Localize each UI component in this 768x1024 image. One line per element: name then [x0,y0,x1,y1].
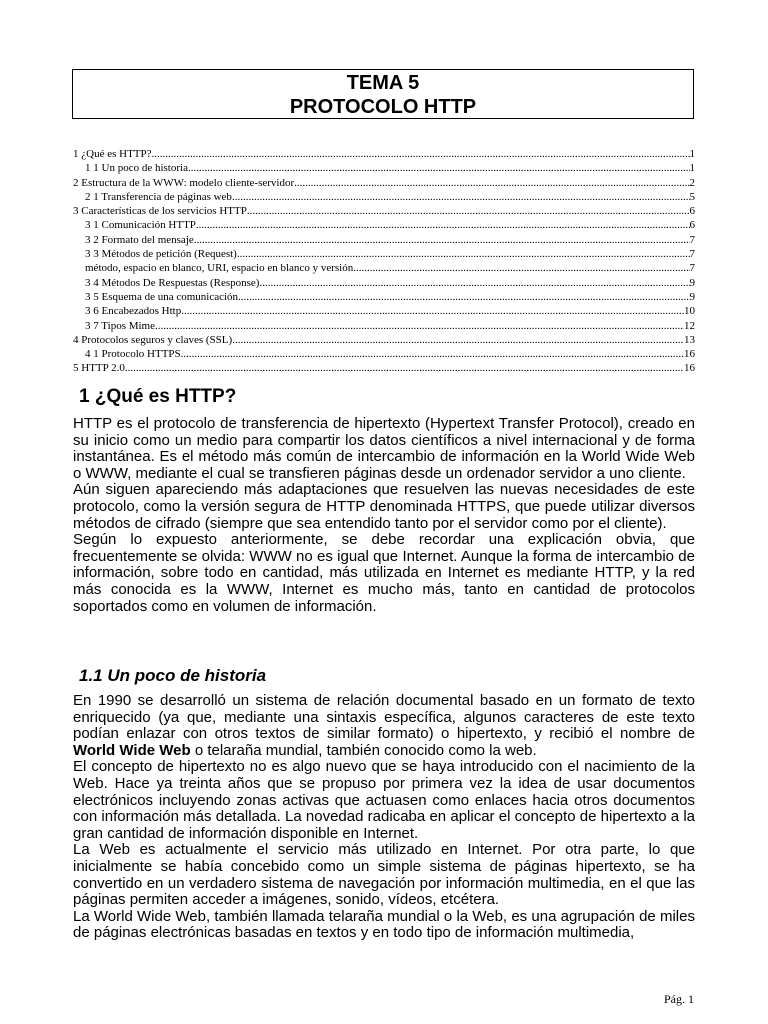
toc-leader-dots [232,333,684,347]
toc-entry-page: 7 [689,248,695,261]
toc-entry-label: método, espacio en blanco, URI, espacio en blanco y versión [85,262,354,275]
toc-leader-dots [259,276,689,290]
section-heading-historia: 1.1 Un poco de historia [79,666,267,685]
toc-entry-page: 7 [689,262,695,275]
toc-entry[interactable] [73,290,695,304]
toc-entry[interactable] [73,190,695,204]
document-title-line1: TEMA 5 [346,72,420,94]
document-title-box [72,69,694,119]
section-1-body [73,416,695,615]
toc-entry-label: 2 1 Transferencia de páginas web [85,190,232,203]
section-1-1-body [73,693,695,942]
toc-entry[interactable] [73,304,695,318]
toc-leader-dots [152,147,690,161]
toc-entry-page: 1 [689,148,695,160]
toc-entry[interactable] [73,261,695,275]
toc-entry[interactable] [73,319,695,333]
toc-entry-page: 1 [689,162,695,175]
toc-leader-dots [188,161,690,175]
paragraph: La World Wide Web, también llamada telaraña mundial o la Web, es una agrupación de miles de páginas electrónicas basadas en textos y en todo tipo de información multimedia, [73,907,695,942]
paragraph: HTTP es el protocolo de transferencia de hipertexto (Hypertext Transfer Protocol), creado en su inicio como un medio para compartir los datos científicos a nivel internacional y de forma instantánea. Es el método más común de intercambio de información en la World Wide Web o WWW, mediante el cual se transfieren páginas desde un ordenador servidor a uno cliente. [73,415,695,482]
toc-entry[interactable] [73,276,695,290]
toc-entry-page: 10 [684,305,695,318]
toc-entry-label: 3 7 Tipos Mime [85,319,155,332]
toc-entry-page: 6 [689,205,695,218]
toc-entry-page: 9 [689,290,695,303]
toc-entry[interactable] [73,247,695,261]
toc-entry[interactable] [73,176,695,190]
toc-entry-page: 16 [684,362,695,375]
paragraph-text: o telaraña mundial, también conocido como la web. [190,741,537,759]
toc-entry-label: 3 6 Encabezados Http [85,305,182,318]
toc-entry-label: 4 Protocolos seguros y claves (SSL) [73,333,233,346]
toc-entry-label: 5 HTTP 2.0 [73,362,125,375]
toc-leader-dots [238,290,689,304]
toc-entry-label: 1 1 Un poco de historia [85,162,188,175]
toc-entry-label: 3 3 Métodos de petición (Request) [85,248,237,261]
paragraph: Aún siguen apareciendo más adaptaciones que resuelven las nuevas necesidades de este protocolo, como la versión segura de HTTP denominada HTTPS, que puede utilizar diversos métodos de cifrado (siempre que sea entendido tanto por el servidor como por el cliente). [73,481,695,532]
toc-entry[interactable] [73,347,695,361]
toc-entry-page: 6 [689,219,695,232]
paragraph: Según lo expuesto anteriormente, se debe recordar una explicación obvia, que frecuentemente se olvida: WWW no es igual que Internet. Aunque la forma de intercambio de información, sobre todo en cantidad, más utilizada en Internet es mediante HTTP, y la red más conocida es la WWW, Internet es mucho más, tanto en cantidad de protocolos soportados como en volumen de información. [73,531,695,615]
toc-entry-label: 4 1 Protocolo HTTPS [85,348,181,361]
toc-entry[interactable] [73,161,695,175]
toc-leader-dots [353,261,689,275]
toc-entry[interactable] [73,233,695,247]
toc-entry-page: 2 [689,176,695,189]
toc-entry-label: 3 2 Formato del mensaje [85,233,194,246]
toc-leader-dots [125,361,684,375]
table-of-contents [73,147,695,376]
toc-entry-label: 3 4 Métodos De Respuestas (Response) [85,276,260,289]
toc-entry-page: 5 [689,190,695,203]
toc-entry[interactable] [73,361,695,375]
page-number: Pág. 1 [664,992,694,1006]
toc-entry[interactable] [73,204,695,218]
toc-entry-page: 7 [689,233,695,246]
toc-leader-dots [232,190,690,204]
toc-leader-dots [181,304,684,318]
toc-entry-label: 1 ¿Qué es HTTP? [73,148,152,160]
toc-leader-dots [247,204,690,218]
toc-entry-label: 3 1 Comunicación HTTP [85,219,196,232]
toc-leader-dots [196,218,690,232]
bold-term-world-wide-web: World Wide Web [73,741,191,759]
toc-entry-page: 12 [684,319,695,332]
toc-entry-page: 16 [684,348,695,361]
toc-entry[interactable] [73,147,695,161]
paragraph: La Web es actualmente el servicio más utilizado en Internet. Por otra parte, lo que inicialmente se había concebido como un simple sistema de páginas hipertexto, se ha convertido en un verdadero sistema de navegación por información multimedia, en el que las páginas permiten acceder a imágenes, sonido, vídeos, etcétera. [73,841,695,909]
toc-entry-label: 2 Estructura de la WWW: modelo cliente-servidor [73,176,295,189]
paragraph [73,693,695,759]
toc-entry[interactable] [73,333,695,347]
toc-leader-dots [181,347,684,361]
toc-entry-label: 3 5 Esquema de una comunicación [85,290,239,303]
toc-entry-label: 3 Características de los servicios HTTP [73,205,247,218]
toc-leader-dots [237,247,690,261]
section-heading-que-es-http: 1 ¿Qué es HTTP? [79,386,237,407]
toc-leader-dots [294,176,689,190]
toc-entry[interactable] [73,218,695,232]
toc-leader-dots [155,319,684,333]
toc-entry-page: 13 [684,333,695,346]
toc-entry-page: 9 [689,276,695,289]
document-title-line2: PROTOCOLO HTTP [289,96,477,118]
paragraph-text: En 1990 se desarrolló un sistema de relación documental basado en un formato de texto enriquecido (ya que, mediante una sintaxis específica, algunos caracteres de este texto podían enlazar con otros textos de similar formato) o hipertexto, y recibió el nombre de [73,692,695,743]
paragraph: El concepto de hipertexto no es algo nuevo que se haya introducido con el nacimiento de la Web. Hace ya treinta años que se propuso por primera vez la idea de usar documentos electrónicos incluyendo zonas activas que actuasen como enlaces hacia otros documentos con información más detallada. La novedad radicaba en aplicar el concepto de hipertexto a la gran cantidad de información disponible en Internet. [73,758,695,842]
toc-leader-dots [194,233,690,247]
